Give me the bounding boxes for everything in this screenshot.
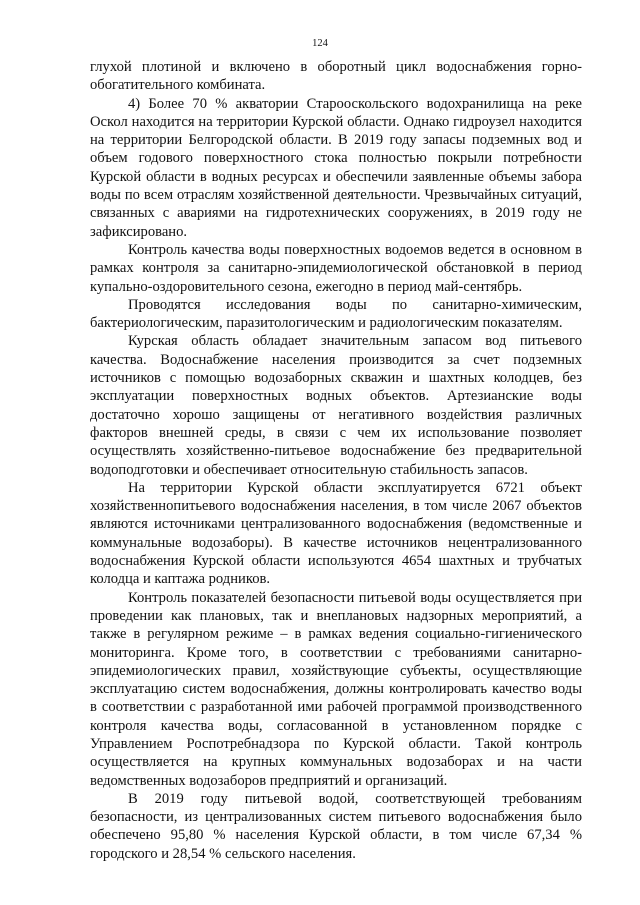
paragraph-coverage-2019: В 2019 году питьевой водой, соответствующей требованиям безопасности, из централизованных систем питьевого водоснабжения было обеспечено 95,80 % населения Курской области, в том числе 67,34 % городского и 28,54 % сельского населения. — [90, 790, 582, 862]
body-text — [90, 58, 582, 863]
page-number: 124 — [312, 38, 328, 49]
paragraph-continuation: глухой плотиной и включено в оборотный цикл водоснабжения горно-обогатительного комбината. — [90, 59, 582, 94]
paragraph-reservoir: 4) Более 70 % акватории Старооскольского водохранилища на реке Оскол находится на территории Курской области. Однако гидроузел находится на территории Белгородской области. В 2019 году запасы подземных вод и объем годового поверхностного стока полностью покрыли потребности Курской области в водных ресурсах и обеспечили заявленные объемы забора воды по всем отраслям хозяйственной деятельности. Чрезвычайных ситуаций, связанных с авариями на гидротехнических сооружениях, в 2019 году не зафиксировано. — [90, 95, 582, 240]
paragraph-research: Проводятся исследования воды по санитарно-химическим, бактериологическим, паразитологическим и радиологическим показателям. — [90, 296, 582, 332]
paragraph-surface-water-control: Контроль качества воды поверхностных водоемов ведется в основном в рамках контроля за санитарно-эпидемиологической обстановкой в период купально-оздоровительного сезона, ежегодно в период май-сентябрь. — [90, 241, 582, 295]
paragraph-drinking-water-reserves: Курская область обладает значительным запасом вод питьевого качества. Водоснабжение населения производится за счет подземных источников с помощью водозаборных скважин и шахтных колодцев, без эксплуатации поверхностных водных объектов. Артезианские воды достаточно хорошо защищены от негативного воздействия различных факторов внешней среды, в связи с чем их использование позволяет осуществлять хозяйственно-питьевое водоснабжение без предварительной водоподготовки и обеспечивает относительную стабильность запасов. — [90, 333, 582, 478]
paragraph-water-supply-objects: На территории Курской области эксплуатируется 6721 объект хозяйственнопитьевого водоснабжения населения, в том числе 2067 объектов являются источниками централизованного водоснабжения (ведомственные и коммунальные водозаборы). В качестве источников нецентрализованного водоснабжения Курской области используются 4654 шахтных и трубчатых колодца и каптажа родников. — [90, 479, 582, 588]
paragraph-safety-control: Контроль показателей безопасности питьевой воды осуществляется при проведении как плановых, так и внеплановых надзорных мероприятий, а также в регулярном режиме – в рамках ведения социально-гигиенического мониторинга. Кроме того, в соответствии с требованиями санитарно-эпидемиологических правил, хозяйствующие субъекты, осуществляющие эксплуатацию систем водоснабжения, должны контролировать качество воды в соответствии с разработанной ими рабочей программой производственного контроля качества воды, согласованной в установленном порядке с Управлением Роспотребнадзора по Курской области. Такой контроль осуществляется на крупных коммунальных водозаборах и на части ведомственных водозаборов предприятий и организаций. — [90, 589, 582, 789]
